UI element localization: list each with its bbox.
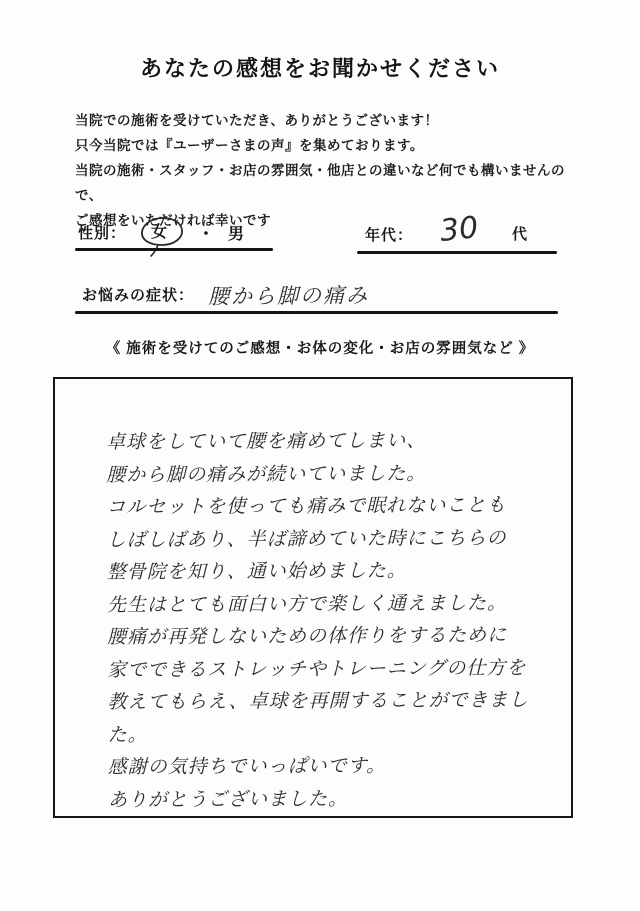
comment-line: 家でできるストレッチやトレーニングの仕方を: [107, 656, 527, 681]
comment-line: 整骨院を知り、通い始めました。: [106, 559, 407, 584]
gender-option-female: [138, 214, 186, 260]
age-label: 年代：: [365, 227, 414, 244]
symptom-underline: [75, 311, 558, 314]
age-underline: [357, 251, 557, 254]
form-title: あなたの感想をお聞かせください: [139, 56, 500, 81]
intro-line: 当院の施術・スタッフ・お店の雰囲気・他店との違いなど何でも構いませんので、: [75, 163, 565, 203]
comment-line: ありがとうございました。: [107, 787, 349, 811]
comment-line: 腰から脚の痛みが続いていました。: [106, 461, 427, 486]
intro-line: ご感想をいただければ幸いです: [75, 213, 271, 228]
gender-separator: ・: [198, 226, 215, 243]
gender-underline: [75, 248, 273, 251]
gender-option-female-label: 女: [151, 224, 168, 241]
comment-line: 教えてもらえ、卓球を再開することができました。: [107, 688, 529, 746]
comment-handwritten-text: [106, 424, 548, 816]
comment-box: [53, 377, 573, 818]
age-value-handwritten: 30: [438, 210, 480, 249]
gender-label: 性別：: [78, 225, 127, 242]
comment-line: 先生はとても面白い方で楽しく通えました。: [106, 591, 507, 616]
comment-line: 卓球をしていて腰を痛めてしまい、: [106, 429, 427, 454]
gender-option-male: 男: [228, 226, 245, 243]
comment-line: コルセットを使っても痛みで眠れないことも: [106, 494, 507, 519]
intro-line: 当院での施術を受けていただき、ありがとうございます！: [75, 113, 439, 128]
comment-line: 腰痛が再発しないための体作りをするために: [107, 624, 508, 649]
comment-line: しばしばあり、半ば諦めていた時にこちらの: [106, 526, 507, 551]
comment-section-heading: 《 施術を受けてのご感想・お体の変化・お店の雰囲気など 》: [105, 341, 535, 357]
symptom-label: お悩みの症状：: [82, 287, 195, 304]
intro-line: 只今当院では『ユーザーさまの声』を集めております。: [75, 138, 424, 153]
comment-line: 感謝の気持ちでいっぱいです。: [107, 754, 387, 779]
age-suffix: 代: [512, 226, 528, 243]
symptom-value-handwritten: 腰から脚の痛み: [207, 283, 370, 309]
